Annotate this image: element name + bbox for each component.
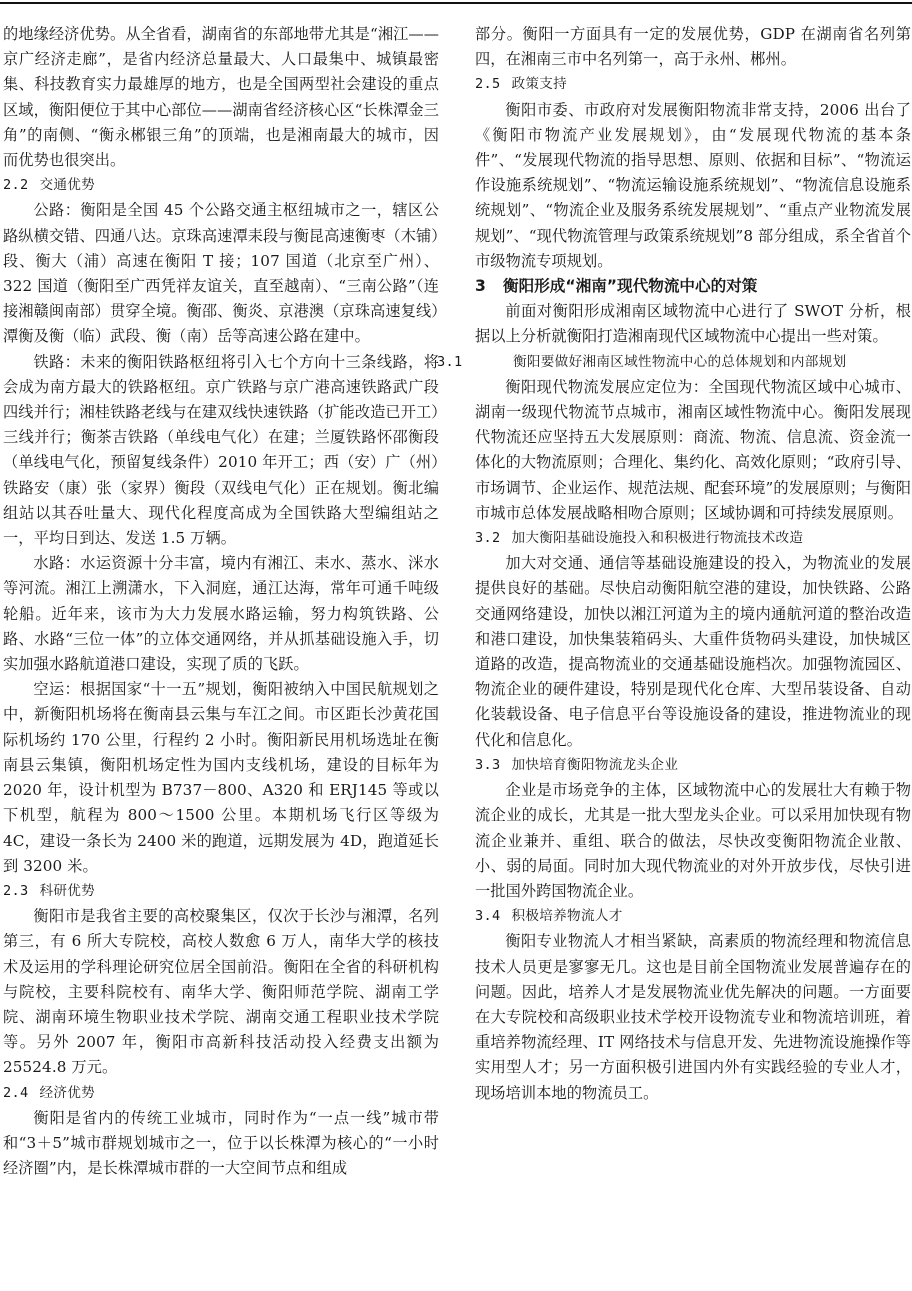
- paragraph-economy-continued: 部分。衡阳一方面具有一定的发展优势，GDP 在湖南省名列第四，在湘南三市中名列第一，高于永州、郴州。: [475, 25, 911, 69]
- section-2-5-heading: [475, 72, 911, 97]
- paper-page: [0, 10, 912, 1280]
- section-2-3-heading: [3, 879, 439, 904]
- section-title: 经济优势: [39, 1084, 96, 1101]
- paragraph-3-2: 加大对交通、通信等基础设施建设的投入，为物流业的发展提供良好的基础。尽快启动衡阳航空港的建设，加快铁路、公路交通网络建设，加快以湘江河道为主的境内通航河道的整治改造和港口建设，加快集装箱码头、大重件货物码头建设，加快城区道路的改造，提高物流业的交通基础设施档次。加强物流园区、物流企业的硬件建设，特别是现代化仓库、大型吊装设备、自动化装载设备、电子信息平台等设施设备的建设，推进物流业的现代化和信息化。: [475, 554, 911, 749]
- section-number: 2.2: [3, 177, 29, 194]
- paragraph-3-1: 衡阳现代物流发展应定位为：全国现代物流区域中心城市、湖南一级现代物流节点城市，湘南区域性物流中心。衡阳发展现代物流还应坚持五大发展原则：商流、物流、信息流、资金流一体化的大物流原则；合理化、集约化、高效化原则；“政府引导、市场调节、企业运作、规范法规、配套环境”的发展原则；与衡阳市城市总体发展战略相吻合原则；区域协调和可持续发展原则。: [475, 377, 911, 522]
- section-2-4-heading: [3, 1081, 439, 1106]
- right-column: [437, 22, 911, 1106]
- section-3-3-heading: [475, 753, 911, 778]
- paragraph-road: 公路：衡阳是全国 45 个公路交通主枢纽城市之一，辖区公路纵横交错、四通八达。京珠高速潭耒段与衡昆高速衡枣（木铺）段、衡大（浦）高速在衡阳 T 接；107 国道（北京至广州）、322 国道（衡阳至广西凭祥友谊关，直至越南）、“三南公路”（连接湘赣闽南部）贯穿全境。衡邵、衡炎、京港澳（京珠高速复线）潭衡及衡（临）武段、衡（南）岳等高速公路在建中。: [3, 201, 439, 346]
- section-3-heading: [475, 274, 911, 299]
- section-title: 衡阳要做好湘南区域性物流中心的总体规划和内部规划: [513, 353, 847, 370]
- section-title: 交通优势: [39, 177, 96, 194]
- section-number: 3.1: [437, 353, 463, 370]
- section-3-1-heading: [437, 350, 911, 375]
- paragraph-air: 空运：根据国家“十一五”规划，衡阳被纳入中国民航规划之中，新衡阳机场将在衡南县云集与车江之间。市区距长沙黄花国际机场约 170 公里，行程约 2 小时。衡阳新民用机场选址在衡南县云集镇，衡阳机场定性为国内支线机场，建设的目标年为 2020 年，设计机型为 B737－800、A320 和 ERJ145 等或以下机型，航程为 800～1500 公里。本期机场飞行区等级为 4C，建设一条长为 2400 米的跑道，远期发展为 4D，跑道延长到 3200 米。: [3, 680, 439, 875]
- section-number: 2.4: [3, 1084, 29, 1101]
- section-title: 积极培养物流人才: [511, 908, 623, 925]
- section-number: 3.4: [475, 908, 501, 925]
- paragraph-section-3-intro: 前面对衡阳形成湘南区域物流中心进行了 SWOT 分析，根据以上分析就衡阳打造湘南现代区域物流中心提出一些对策。: [475, 302, 911, 346]
- section-number: 2.3: [3, 882, 29, 899]
- section-title: 政策支持: [511, 76, 568, 93]
- section-title: 科研优势: [39, 882, 96, 899]
- left-column: [3, 22, 439, 1181]
- section-number: 3: [475, 277, 486, 296]
- paragraph-economy: 衡阳是省内的传统工业城市，同时作为“一点一线”城市带和“3＋5”城市群规划城市之一，位于以长株潭为核心的“一小时经济圈”内，是长株潭城市群的一大空间节点和组成: [3, 1108, 439, 1178]
- paragraph-water: 水路：水运资源十分丰富，境内有湘江、耒水、蒸水、洣水等河流。湘江上溯潇水，下入洞庭，通江达海，常年可通千吨级轮船。近年来，该市为大力发展水路运输，努力构筑铁路、公路、水路“三位一体”的立体交通网络，并从抓基础设施入手，切实加强水路航道港口建设，实现了质的飞跃。: [3, 554, 439, 674]
- paragraph-intro-continued: 的地缘经济优势。从全省看，湖南省的东部地带尤其是“湘江——京广经济走廊”，是省内经济总量最大、人口最集中、城镇最密集、科技教育实力最雄厚的地方，也是全国两型社会建设的重点区域，衡阳便位于其中心部位——湖南省经济核心区“长株潭金三角”的南侧、“衡永郴银三角”的顶端，也是湘南最大的城市，因而优势也很突出。: [3, 25, 439, 170]
- paragraph-research: 衡阳市是我省主要的高校聚集区，仅次于长沙与湘潭，名列第三，有 6 所大专院校，高校人数愈 6 万人，南华大学的核技术及运用的学科理论研究位居全国前沿。衡阳在全省的科研机构与院校，主要科院校有、南华大学、衡阳师范学院、湖南工学院、湖南环境生物职业技术学院、湖南交通工程职业技术学院等。另外 2007 年，衡阳市高新科技活动投入经费支出额为 25524.8 万元。: [3, 907, 439, 1077]
- section-3-4-heading: [475, 904, 911, 929]
- section-title: 加快培育衡阳物流龙头企业: [511, 756, 679, 773]
- section-number: 3.3: [475, 756, 501, 773]
- top-rule: [0, 2, 912, 4]
- section-2-2-heading: [3, 173, 439, 198]
- paragraph-rail: 铁路：未来的衡阳铁路枢纽将引入七个方向十三条线路，将会成为南方最大的铁路枢纽。京广铁路与京广港高速铁路武广段四线并行；湘桂铁路老线与在建双线快速铁路（扩能改造已开工）三线并行；衡茶吉铁路（单线电气化）在建；兰厦铁路怀邵衡段（单线电气化，预留复线条件）2010 年开工；西（安）广（州）铁路安（康）张（家界）衡段（双线电气化）正在规划。衡北编组站以其吞吐量大、现代化程度高成为全国铁路大型编组站之一，平均日到达、发送 1.5 万辆。: [3, 352, 439, 548]
- paragraph-3-3: 企业是市场竞争的主体，区域物流中心的发展壮大有赖于物流企业的成长，尤其是一批大型龙头企业。可以采用加快现有物流企业兼并、重组、联合的做法，尽快改变衡阳物流企业散、小、弱的局面。同时加大现代物流业的对外开放步伐，尽快引进一批国外跨国物流企业。: [475, 781, 911, 900]
- paragraph-3-4: 衡阳专业物流人才相当紧缺，高素质的物流经理和物流信息技术人员更是寥寥无几。这也是目前全国物流业发展普遍存在的问题。因此，培养人才是发展物流业优先解决的问题。一方面要在大专院校和高级职业技术学校开设物流专业和物流培训班，着重培养物流经理、IT 网络技术与信息开发、先进物流设施操作等实用型人才；另一方面积极引进国内外有实践经验的专业人才，现场培训本地的物流员工。: [475, 932, 911, 1102]
- section-number: 3.2: [475, 530, 501, 547]
- section-title: 衡阳形成“湘南”现代物流中心的对策: [503, 277, 758, 296]
- section-title: 加大衡阳基础设施投入和积极进行物流技术改造: [511, 530, 804, 547]
- paragraph-policy: 衡阳市委、市政府对发展衡阳物流非常支持，2006 出台了《衡阳市物流产业发展规划》，由“发展现代物流的基本条件”、“发展现代物流的指导思想、原则、依据和目标”、“物流运作设施系统规划”、“物流运输设施系统规划”、“物流信息设施系统规划”、“物流企业及服务系统发展规划”、“重点产业物流发展规划”、“现代物流管理与政策系统规划”8 部分组成，系全省首个市级物流专项规划。: [475, 100, 911, 270]
- section-number: 2.5: [475, 76, 501, 93]
- section-3-2-heading: [475, 526, 911, 551]
